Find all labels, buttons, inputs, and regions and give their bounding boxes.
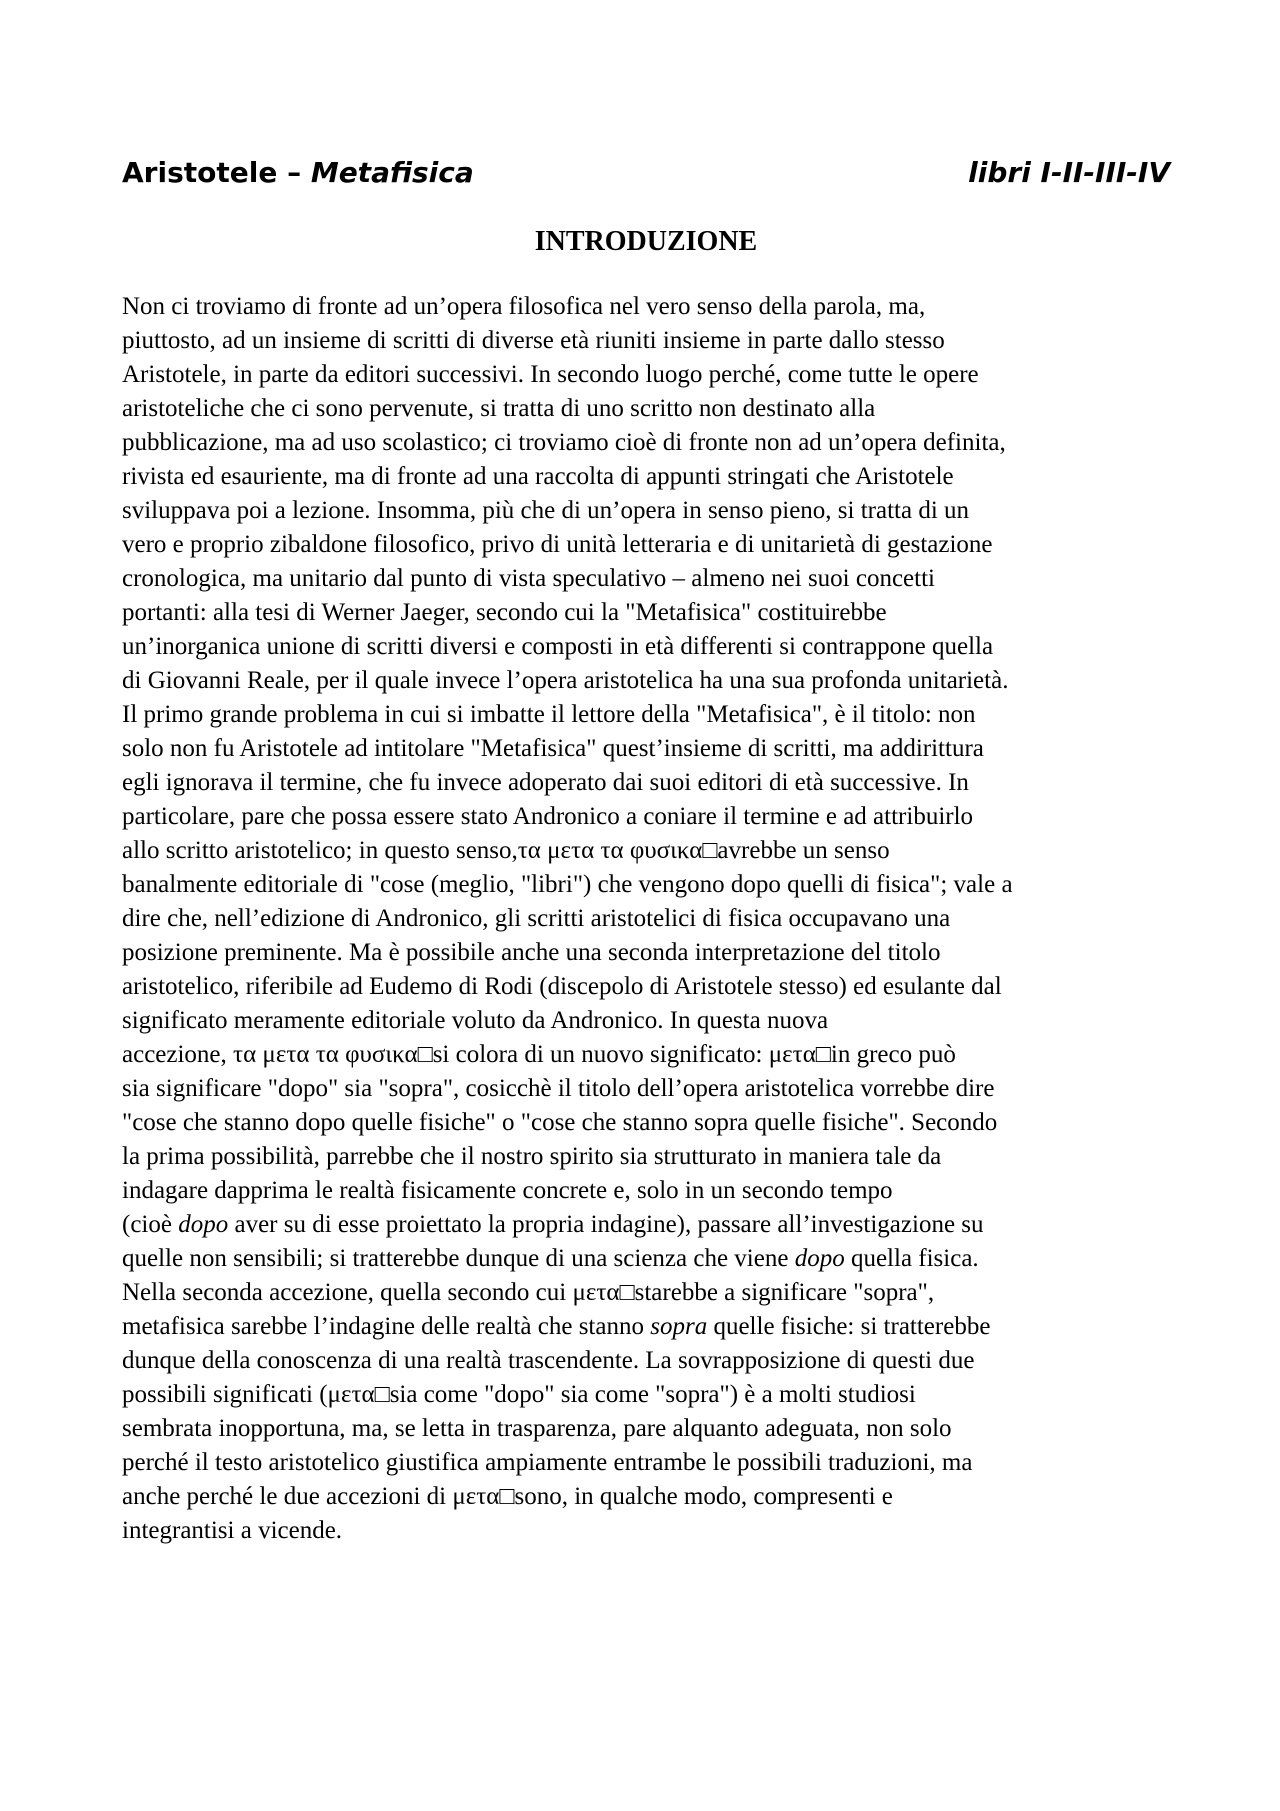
text-span: possibili significati (μετα□sia come "dopo" sia come "sopra") è a molti studiosi [122,1381,916,1408]
text-line [122,324,1170,358]
text-span: anche perché le due accezioni di μετα□sono, in qualche modo, compresenti e [122,1483,893,1510]
text-span: solo non fu Aristotele ad intitolare "Metafisica" quest’insieme di scritti, ma addirittura [122,735,984,762]
text-line [122,936,1170,970]
text-span: egli ignorava il termine, che fu invece adoperato dai suoi editori di età successive. In [122,769,969,796]
text-span: perché il testo aristotelico giustifica ampiamente entrambe le possibili traduzioni, ma [122,1449,973,1476]
text-line [122,800,1170,834]
text-span: pubblicazione, ma ad uso scolastico; ci troviamo cioè di fronte non ad un’opera definita, [122,429,1006,456]
text-line [122,528,1170,562]
text-span: cronologica, ma unitario dal punto di vista speculativo – almeno nei suoi concetti [122,565,935,592]
text-span: aristoteliche che ci sono pervenute, si tratta di uno scritto non destinato alla [122,395,876,422]
text-line [122,358,1170,392]
text-line [122,1038,1170,1072]
text-line [122,290,1170,324]
text-span: portanti: alla tesi di Werner Jaeger, secondo cui la "Metafisica" costituirebbe [122,599,887,626]
text-line [122,1514,1170,1548]
text-line [122,1004,1170,1038]
text-line [122,1412,1170,1446]
text-span: banalmente editoriale di "cose (meglio, "libri") che vengono dopo quelli di fisica"; vale a [122,871,1013,898]
text-line [122,834,1170,868]
text-span: di Giovanni Reale, per il quale invece l’opera aristotelica ha una sua profonda unitarietà. [122,667,1009,694]
header-dash: – [277,156,311,189]
text-span: piuttosto, ad un insieme di scritti di diverse età riuniti insieme in parte dallo stesso [122,327,945,354]
text-span: (cioè [122,1211,179,1238]
text-span: accezione, τα μετα τα φυσικα□si colora di un nuovo significato: μετα□in greco può [122,1041,956,1068]
text-span: vero e proprio zibaldone filosofico, privo di unità letteraria e di unitarietà di gestazione [122,531,993,558]
text-line [122,630,1170,664]
text-span: rivista ed esauriente, ma di fronte ad una raccolta di appunti stringati che Aristotele [122,463,954,490]
text-line [122,1378,1170,1412]
text-line [122,1140,1170,1174]
text-span: aristotelico, riferibile ad Eudemo di Rodi (discepolo di Aristotele stesso) ed esulante dal [122,973,1002,1000]
text-span: Nella seconda accezione, quella secondo cui μετα□starebbe a significare "sopra", [122,1279,935,1306]
text-line [122,766,1170,800]
text-line [122,1310,1170,1344]
text-span: posizione preminente. Ma è possibile anche una seconda interpretazione del titolo [122,939,941,966]
text-line [122,596,1170,630]
text-span: Non ci troviamo di fronte ad un’opera filosofica nel vero senso della parola, ma, [122,293,926,320]
text-line [122,1106,1170,1140]
text-span: integrantisi a vicende. [122,1517,343,1544]
text-span: la prima possibilità, parrebbe che il nostro spirito sia strutturato in maniera tale da [122,1143,942,1170]
text-line [122,902,1170,936]
text-span: dunque della conoscenza di una realtà trascendente. La sovrapposizione di questi due [122,1347,975,1374]
text-line [122,664,1170,698]
text-line [122,460,1170,494]
header-work-title: Metafisica [310,156,474,189]
text-span: quelle non sensibili; si tratterebbe dunque di una scienza che viene [122,1245,795,1272]
text-span: Il primo grande problema in cui si imbatte il lettore della "Metafisica", è il titolo: non [122,701,976,728]
text-line [122,1344,1170,1378]
text-span: quella fisica. [844,1245,979,1272]
text-span-italic: sopra [650,1313,708,1340]
text-line [122,1072,1170,1106]
body-paragraph [122,290,1170,1548]
text-line [122,426,1170,460]
text-span: significato meramente editoriale voluto da Andronico. In questa nuova [122,1007,829,1034]
text-line [122,868,1170,902]
text-span: allo scritto aristotelico; in questo senso,τα μετα τα φυσικα□avrebbe un senso [122,837,890,864]
text-span: un’inorganica unione di scritti diversi e composti in età differenti si contrappone quella [122,633,994,660]
text-line [122,732,1170,766]
section-title: INTRODUZIONE [534,226,758,257]
text-span-italic: dopo [794,1245,845,1272]
text-line [122,1446,1170,1480]
text-line [122,1242,1170,1276]
text-span: sviluppava poi a lezione. Insomma, più che di un’opera in senso pieno, si tratta di un [122,497,970,524]
text-line [122,970,1170,1004]
text-line [122,1276,1170,1310]
text-span: sia significare "dopo" sia "sopra", cosicchè il titolo dell’opera aristotelica vorrebbe dire [122,1075,995,1102]
header-author: Aristotele [122,156,278,189]
text-line [122,494,1170,528]
page-header [122,156,1170,196]
text-span: sembrata inopportuna, ma, se letta in trasparenza, pare alquanto adeguata, non solo [122,1415,952,1442]
text-span: indagare dapprima le realtà fisicamente concrete e, solo in un secondo tempo [122,1177,893,1204]
text-line [122,392,1170,426]
header-author-work [122,156,474,189]
text-span: "cose che stanno dopo quelle fisiche" o "cose che stanno sopra quelle fisiche". Secondo [122,1109,998,1136]
text-line [122,1480,1170,1514]
text-line [122,1208,1170,1242]
text-line [122,1174,1170,1208]
text-span: particolare, pare che possa essere stato Andronico a coniare il termine e ad attribuirlo [122,803,974,830]
text-span: metafisica sarebbe l’indagine delle realtà che stanno [122,1313,651,1340]
text-span: aver su di esse proiettato la propria indagine), passare all’investigazione su [228,1211,984,1238]
text-span-italic: dopo [178,1211,229,1238]
text-span: quelle fisiche: si tratterebbe [707,1313,991,1340]
text-span: dire che, nell’edizione di Andronico, gli scritti aristotelici di fisica occupavano una [122,905,951,932]
text-line [122,562,1170,596]
text-span: Aristotele, in parte da editori successivi. In secondo luogo perché, come tutte le opere [122,361,979,388]
text-line [122,698,1170,732]
header-books: libri I-II-III-IV [968,156,1170,189]
